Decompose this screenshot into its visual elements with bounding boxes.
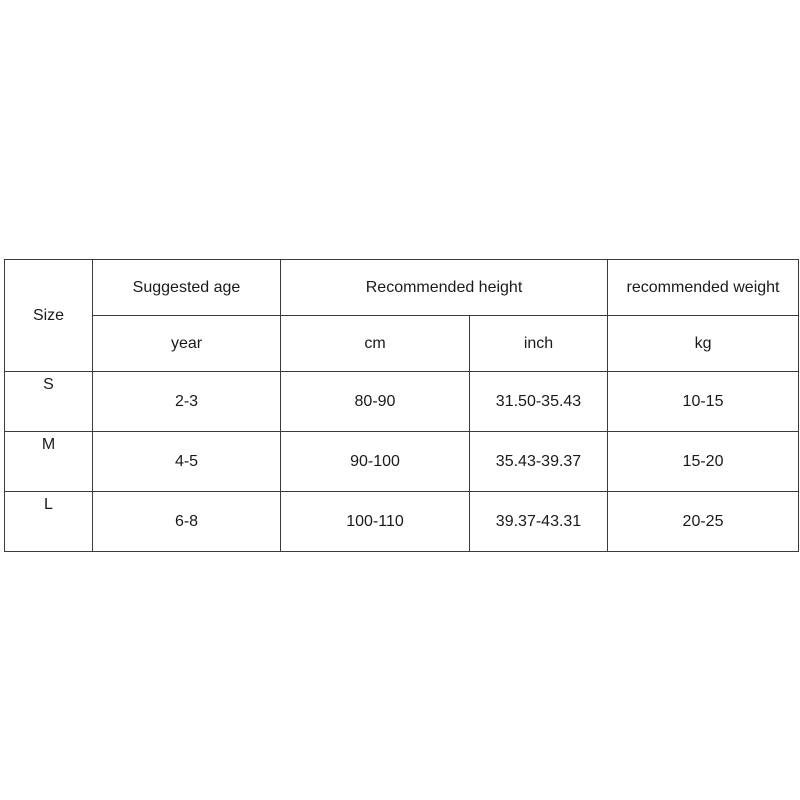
unit-year: year bbox=[93, 316, 281, 372]
height-inch-cell: 31.50-35.43 bbox=[470, 372, 608, 432]
size-cell bbox=[5, 372, 93, 432]
size-cell bbox=[5, 492, 93, 552]
header-size: Size bbox=[5, 260, 93, 372]
size-label: M bbox=[41, 436, 56, 453]
age-cell: 4-5 bbox=[93, 432, 281, 492]
size-label: L bbox=[44, 496, 53, 513]
header-row bbox=[5, 260, 799, 316]
table-row bbox=[5, 372, 799, 432]
unit-row bbox=[5, 316, 799, 372]
height-cm-cell: 80-90 bbox=[281, 372, 470, 432]
unit-inch: inch bbox=[470, 316, 608, 372]
unit-kg: kg bbox=[608, 316, 799, 372]
header-suggested-age: Suggested age bbox=[93, 260, 281, 316]
size-label: S bbox=[43, 376, 54, 393]
height-inch-cell: 35.43-39.37 bbox=[470, 432, 608, 492]
age-cell: 2-3 bbox=[93, 372, 281, 432]
table-row bbox=[5, 492, 799, 552]
weight-kg-cell: 15-20 bbox=[608, 432, 799, 492]
height-cm-cell: 90-100 bbox=[281, 432, 470, 492]
height-inch-cell: 39.37-43.31 bbox=[470, 492, 608, 552]
size-cell bbox=[5, 432, 93, 492]
table-row bbox=[5, 432, 799, 492]
header-recommended-weight: recommended weight bbox=[608, 260, 799, 316]
unit-cm: cm bbox=[281, 316, 470, 372]
size-chart-table bbox=[4, 259, 799, 552]
height-cm-cell: 100-110 bbox=[281, 492, 470, 552]
age-cell: 6-8 bbox=[93, 492, 281, 552]
weight-kg-cell: 10-15 bbox=[608, 372, 799, 432]
weight-kg-cell: 20-25 bbox=[608, 492, 799, 552]
header-recommended-height: Recommended height bbox=[281, 260, 608, 316]
